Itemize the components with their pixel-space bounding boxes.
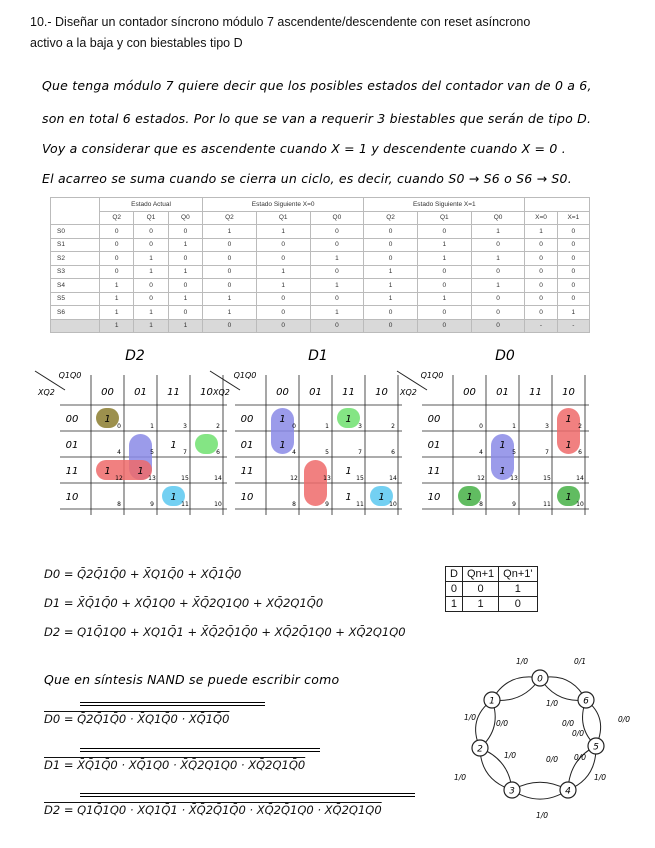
kmap-cell-index: 0 — [117, 423, 121, 430]
kmap-row-header: 00 — [240, 414, 254, 425]
table-row — [51, 279, 590, 293]
table-cell: 0 — [525, 306, 557, 320]
state-table — [50, 197, 590, 333]
kmap-col-header: 10 — [375, 387, 388, 398]
table-cell: 1 — [203, 306, 257, 320]
table-cell: 1 — [417, 238, 471, 252]
kmap-col-header: 11 — [342, 387, 355, 398]
kmap-corner-left: XQ2 — [38, 388, 55, 397]
table-row — [51, 238, 590, 252]
table-cell: 0 — [310, 265, 364, 279]
truth-cell: 1 — [446, 597, 463, 612]
kmap-cell-index: 7 — [545, 449, 549, 456]
group-header-next-x0: Estado Siguiente X=0 — [203, 198, 364, 212]
table-cell: 0 — [471, 292, 525, 306]
transition-label: 0/0 — [617, 715, 631, 724]
kmap-one: 1 — [137, 466, 144, 477]
kmap-row-header: 10 — [65, 492, 79, 503]
table-cell: 0 — [168, 306, 202, 320]
table-cell: 0 — [203, 265, 257, 279]
kmap-cell-index: 8 — [117, 501, 121, 508]
table-cell: 1 — [525, 225, 557, 239]
table-cell: 0 — [256, 238, 310, 252]
equation-d2: D2 = Q1Q̄1Q0 + XQ1Q̄1 + X̄Q̄2Q̄1Q̄0 + XQ̄2Q̄1Q0 + XQ̄2Q1Q0 — [44, 625, 406, 639]
kmap-cell-index: 3 — [545, 423, 549, 430]
equation-d1: D1 = X̄Q̄1Q̄0 + XQ̄1Q0 + X̄Q̄2Q1Q0 + XQ̄2Q1Q̄0 — [44, 596, 324, 610]
sub-header-cell: Q0 — [168, 211, 202, 225]
transition-label: 1/0 — [545, 699, 559, 708]
table-cell: 1 — [100, 319, 134, 333]
kmap-cell-index: 7 — [358, 449, 362, 456]
overline — [80, 702, 265, 703]
kmap-col-header: 01 — [134, 387, 147, 398]
table-cell: 0 — [471, 238, 525, 252]
table-cell: 0 — [364, 306, 418, 320]
table-cell: 0 — [134, 238, 168, 252]
state-name — [51, 319, 100, 333]
table-cell: 1 — [203, 225, 257, 239]
sub-header-cell: Q0 — [471, 211, 525, 225]
sub-header-cell: Q2 — [203, 211, 257, 225]
kmap-cell-index: 14 — [214, 475, 222, 482]
sub-header-cell: Q0 — [310, 211, 364, 225]
kmap-one: 1 — [104, 466, 111, 477]
table-cell: 1 — [134, 306, 168, 320]
table-cell: 0 — [471, 306, 525, 320]
problem-statement — [30, 12, 630, 54]
table-cell: 0 — [557, 252, 589, 266]
kmap-row-header: 01 — [65, 440, 79, 451]
table-row — [51, 319, 590, 333]
table-cell: 0 — [417, 279, 471, 293]
transition-label: 1/0 — [515, 657, 529, 666]
truth-cell: 1 — [499, 582, 537, 597]
kmap-group — [304, 460, 327, 506]
kmap-one: 1 — [499, 466, 506, 477]
table-cell: 0 — [310, 319, 364, 333]
overline — [80, 705, 265, 706]
table-cell: 0 — [364, 238, 418, 252]
transition-label: 1/0 — [453, 773, 467, 782]
transition-label: 0/0 — [573, 753, 587, 762]
kmap-d1 — [210, 348, 402, 515]
state-name: S6 — [51, 306, 100, 320]
note-line-1: Que tenga módulo 7 quiere decir que los posibles estados del contador van de 0 a 6, — [42, 78, 592, 93]
kmap-one: 1 — [499, 440, 506, 451]
kmap-one: 1 — [279, 414, 286, 425]
kmap-col-header: 10 — [562, 387, 575, 398]
kmap-cell-index: 15 — [543, 475, 551, 482]
truth-header-cell: Qn+1' — [499, 567, 537, 582]
table-cell: 0 — [100, 238, 134, 252]
table-cell: - — [557, 319, 589, 333]
kmap-row-header: 10 — [240, 492, 254, 503]
kmap-cell-index: 2 — [578, 423, 582, 430]
kmap-cell-index: 3 — [358, 423, 362, 430]
table-cell: 1 — [100, 292, 134, 306]
kmap-title: D2 — [125, 348, 145, 364]
nand-equation-d0: D0 = Q̄2Q̄1Q̄0 · X̄Q1Q̄0 · XQ̄1Q̄0 — [44, 712, 230, 726]
state-diagram — [440, 650, 645, 840]
table-cell: 0 — [525, 292, 557, 306]
kmap-cell-index: 11 — [181, 501, 189, 508]
truth-cell: 0 — [446, 582, 463, 597]
table-cell: 0 — [525, 265, 557, 279]
group-header-next-x1: Estado Siguiente X=1 — [364, 198, 525, 212]
sub-header-cell: X=1 — [557, 211, 589, 225]
table-cell: 0 — [471, 319, 525, 333]
table-cell: 1 — [310, 306, 364, 320]
table-cell: 1 — [417, 252, 471, 266]
table-cell: 1 — [364, 279, 418, 293]
kmap-cell-index: 0 — [292, 423, 296, 430]
state-name: S1 — [51, 238, 100, 252]
table-cell: 0 — [134, 292, 168, 306]
sub-header-cell: Q1 — [134, 211, 168, 225]
table-cell: 0 — [203, 319, 257, 333]
state-label: 4 — [565, 786, 571, 797]
sub-header-cell: X=0 — [525, 211, 557, 225]
table-cell: 0 — [256, 292, 310, 306]
table-cell: 1 — [168, 292, 202, 306]
kmap-cell-index: 4 — [292, 449, 296, 456]
kmap-cell-index: 4 — [479, 449, 483, 456]
table-cell: 0 — [525, 279, 557, 293]
sub-header-cell: Q1 — [256, 211, 310, 225]
state-name: S2 — [51, 252, 100, 266]
table-cell: 0 — [364, 252, 418, 266]
kmap-title: D1 — [308, 348, 328, 364]
note-line-3: Voy a considerar que es ascendente cuando X = 1 y descendente cuando X = 0 . — [42, 141, 566, 156]
kmap-cell-index: 9 — [150, 501, 154, 508]
table-cell: 0 — [256, 252, 310, 266]
kmap-col-header: 01 — [309, 387, 322, 398]
state-label: 6 — [583, 696, 589, 707]
table-cell: 0 — [100, 225, 134, 239]
transition-label: 1/0 — [503, 751, 517, 760]
overline — [80, 751, 320, 752]
table-cell: 0 — [310, 238, 364, 252]
kmap-col-header: 10 — [200, 387, 213, 398]
table-row — [51, 225, 590, 239]
kmap-cell-index: 13 — [148, 475, 156, 482]
transition-label: 0/0 — [545, 755, 559, 764]
kmap-cell-index: 7 — [183, 449, 187, 456]
table-cell: 1 — [310, 252, 364, 266]
state-label: 0 — [537, 674, 543, 685]
table-cell: 0 — [417, 225, 471, 239]
table-cell: 1 — [256, 279, 310, 293]
problem-line-2: activo a la baja y con biestables tipo D — [30, 36, 243, 50]
state-name: S5 — [51, 292, 100, 306]
state-label: 1 — [489, 696, 495, 707]
kmap-one: 1 — [170, 492, 177, 503]
kmap-cell-index: 10 — [576, 501, 584, 508]
kmap-d2 — [35, 348, 227, 515]
kmap-cell-index: 13 — [510, 475, 518, 482]
table-cell: 0 — [256, 306, 310, 320]
state-diagram-graph — [454, 657, 630, 820]
truth-cell: 0 — [462, 582, 498, 597]
kmap-title: D0 — [495, 348, 515, 364]
kmap-cell-index: 5 — [150, 449, 154, 456]
table-cell: 0 — [168, 279, 202, 293]
table-cell: 1 — [471, 225, 525, 239]
kmap-cell-index: 0 — [479, 423, 483, 430]
truth-header-cell: Qn+1 — [462, 567, 498, 582]
transition-label: 1/0 — [535, 811, 549, 820]
table-cell: 0 — [203, 238, 257, 252]
table-cell: 0 — [557, 265, 589, 279]
transition-label: 1/0 — [593, 773, 607, 782]
kmap-cell-index: 2 — [216, 423, 220, 430]
state-table-group-header — [51, 198, 590, 212]
kmap-cell-index: 5 — [512, 449, 516, 456]
overline — [80, 796, 415, 797]
table-cell: 0 — [364, 225, 418, 239]
state-name: S3 — [51, 265, 100, 279]
karnaugh-maps — [0, 340, 655, 555]
overline — [80, 748, 320, 749]
table-cell: 0 — [364, 319, 418, 333]
state-name: S4 — [51, 279, 100, 293]
kmap-cell-index: 9 — [325, 501, 329, 508]
table-row — [51, 292, 590, 306]
transition-label: 0/0 — [571, 729, 585, 738]
table-cell: 1 — [134, 319, 168, 333]
kmap-cell-index: 12 — [290, 475, 298, 482]
table-cell: 1 — [168, 319, 202, 333]
transition-label: 0/0 — [495, 719, 509, 728]
state-label: 3 — [509, 786, 515, 797]
sub-header-cell: Q2 — [364, 211, 418, 225]
table-row — [446, 582, 538, 597]
kmap-cell-index: 9 — [512, 501, 516, 508]
table-cell: 0 — [100, 265, 134, 279]
kmap-cell-index: 1 — [150, 423, 154, 430]
kmap-one: 1 — [170, 440, 177, 451]
transition-label: 0/0 — [561, 719, 575, 728]
state-name: S0 — [51, 225, 100, 239]
nand-intro: Que en síntesis NAND se puede escribir como — [44, 672, 340, 687]
kmap-cell-index: 13 — [323, 475, 331, 482]
problem-line-1: 10.- Diseñar un contador síncrono módulo 7 ascendente/descendente con reset asíncrono — [30, 15, 531, 29]
state-label: 2 — [477, 744, 483, 755]
table-cell: 1 — [100, 279, 134, 293]
nand-equation-d1: D1 = X̄Q̄1Q̄0 · XQ̄1Q0 · X̄Q̄2Q1Q0 · XQ̄2Q1Q̄0 — [44, 758, 306, 772]
table-cell: 0 — [168, 225, 202, 239]
truth-header-cell: D — [446, 567, 463, 582]
table-cell: 1 — [471, 279, 525, 293]
table-cell: 0 — [417, 306, 471, 320]
kmap-one: 1 — [345, 466, 352, 477]
kmap-col-header: 00 — [101, 387, 114, 398]
kmap-cell-index: 6 — [391, 449, 395, 456]
kmap-cell-index: 14 — [389, 475, 397, 482]
note-line-2: son en total 6 estados. Por lo que se van a requerir 3 biestables que serán de tipo D. — [42, 111, 592, 126]
kmap-one: 1 — [345, 492, 352, 503]
sub-header-cell: Q2 — [100, 211, 134, 225]
table-row — [51, 265, 590, 279]
table-cell: 0 — [134, 225, 168, 239]
kmap-col-header: 00 — [463, 387, 476, 398]
kmap-row-header: 01 — [427, 440, 441, 451]
kmap-cell-index: 1 — [325, 423, 329, 430]
table-cell: 1 — [134, 252, 168, 266]
table-cell: 0 — [134, 279, 168, 293]
table-cell: 1 — [168, 265, 202, 279]
kmap-cell-index: 8 — [292, 501, 296, 508]
truth-cell: 1 — [462, 597, 498, 612]
kmap-one: 1 — [565, 414, 572, 425]
table-cell: 0 — [203, 252, 257, 266]
kmap-corner-top: Q1Q0 — [58, 371, 82, 380]
table-cell: 0 — [100, 252, 134, 266]
kmap-cell-index: 6 — [216, 449, 220, 456]
kmap-cell-index: 4 — [117, 449, 121, 456]
table-cell: 0 — [203, 279, 257, 293]
kmap-d0 — [397, 348, 589, 515]
kmap-cell-index: 12 — [115, 475, 123, 482]
nand-equation-d2: D2 = Q1Q̄1Q0 · XQ1Q̄1 · X̄Q̄2Q̄1Q̄0 · XQ̄2Q̄1Q0 · XQ̄2Q1Q0 — [44, 803, 382, 817]
kmap-row-header: 11 — [65, 466, 79, 477]
kmap-cell-index: 1 — [512, 423, 516, 430]
kmap-cell-index: 11 — [356, 501, 364, 508]
kmap-cell-index: 6 — [578, 449, 582, 456]
kmap-corner-top: Q1Q0 — [233, 371, 257, 380]
sub-header-cell: Q1 — [417, 211, 471, 225]
table-cell: 0 — [168, 252, 202, 266]
kmap-row-header: 01 — [240, 440, 254, 451]
table-cell: 1 — [134, 265, 168, 279]
table-cell: 0 — [417, 265, 471, 279]
kmap-row-header: 00 — [427, 414, 441, 425]
kmap-col-header: 00 — [276, 387, 289, 398]
kmap-corner-left: XQ2 — [400, 388, 417, 397]
table-cell: 0 — [417, 319, 471, 333]
table-cell: 0 — [310, 292, 364, 306]
kmap-one: 1 — [378, 492, 385, 503]
kmap-cell-index: 8 — [479, 501, 483, 508]
table-cell: 0 — [557, 279, 589, 293]
table-cell: 0 — [525, 252, 557, 266]
table-cell: - — [525, 319, 557, 333]
kmap-group — [195, 434, 218, 454]
kmap-cell-index: 15 — [181, 475, 189, 482]
kmap-corner-left: XQ2 — [213, 388, 230, 397]
table-cell: 1 — [417, 292, 471, 306]
table-cell: 0 — [557, 238, 589, 252]
kmap-corner-top: Q1Q0 — [420, 371, 444, 380]
table-cell: 1 — [256, 265, 310, 279]
kmap-one: 1 — [565, 440, 572, 451]
note-line-4: El acarreo se suma cuando se cierra un ciclo, es decir, cuando S0 → S6 o S6 → S0. — [42, 171, 572, 186]
kmap-row-header: 11 — [427, 466, 441, 477]
table-cell: 0 — [557, 225, 589, 239]
kmap-cell-index: 2 — [391, 423, 395, 430]
table-cell: 0 — [525, 238, 557, 252]
kmap-cell-index: 12 — [477, 475, 485, 482]
kmap-row-header: 10 — [427, 492, 441, 503]
group-header-actual: Estado Actual — [100, 198, 203, 212]
kmap-row-header: 00 — [65, 414, 79, 425]
table-cell: 0 — [471, 265, 525, 279]
kmap-col-header: 11 — [167, 387, 180, 398]
table-cell: 1 — [310, 279, 364, 293]
table-cell: 1 — [471, 252, 525, 266]
table-cell: 1 — [364, 265, 418, 279]
equation-d0: D0 = Q̄2Q̄1Q̄0 + X̄Q1Q̄0 + XQ̄1Q̄0 — [44, 567, 242, 581]
overline — [80, 793, 415, 794]
kmap-col-header: 11 — [529, 387, 542, 398]
kmap-col-header: 01 — [496, 387, 509, 398]
kmap-one: 1 — [466, 492, 473, 503]
table-row — [51, 252, 590, 266]
kmap-one: 1 — [279, 440, 286, 451]
table-row — [446, 597, 538, 612]
kmap-one: 1 — [104, 414, 111, 425]
kmap-cell-index: 15 — [356, 475, 364, 482]
kmap-cell-index: 5 — [325, 449, 329, 456]
kmap-cell-index: 11 — [543, 501, 551, 508]
table-cell: 1 — [256, 225, 310, 239]
table-row — [51, 306, 590, 320]
table-cell: 1 — [557, 306, 589, 320]
truth-table-header — [446, 567, 538, 582]
state-table-sub-header — [51, 211, 590, 225]
table-cell: 0 — [310, 225, 364, 239]
kmap-cell-index: 3 — [183, 423, 187, 430]
table-cell: 1 — [100, 306, 134, 320]
table-cell: 1 — [364, 292, 418, 306]
kmap-one: 1 — [345, 414, 352, 425]
kmap-cell-index: 10 — [214, 501, 222, 508]
kmap-cell-index: 14 — [576, 475, 584, 482]
state-label: 5 — [593, 742, 599, 753]
table-cell: 0 — [256, 319, 310, 333]
transition-label: 1/0 — [463, 713, 477, 722]
table-cell: 0 — [557, 292, 589, 306]
kmap-one: 1 — [565, 492, 572, 503]
truth-cell: 0 — [499, 597, 537, 612]
d-flipflop-truth-table — [445, 566, 538, 612]
transition-label: 0/1 — [573, 657, 587, 666]
kmap-cell-index: 10 — [389, 501, 397, 508]
table-cell: 1 — [168, 238, 202, 252]
table-cell: 1 — [203, 292, 257, 306]
kmap-row-header: 11 — [240, 466, 254, 477]
